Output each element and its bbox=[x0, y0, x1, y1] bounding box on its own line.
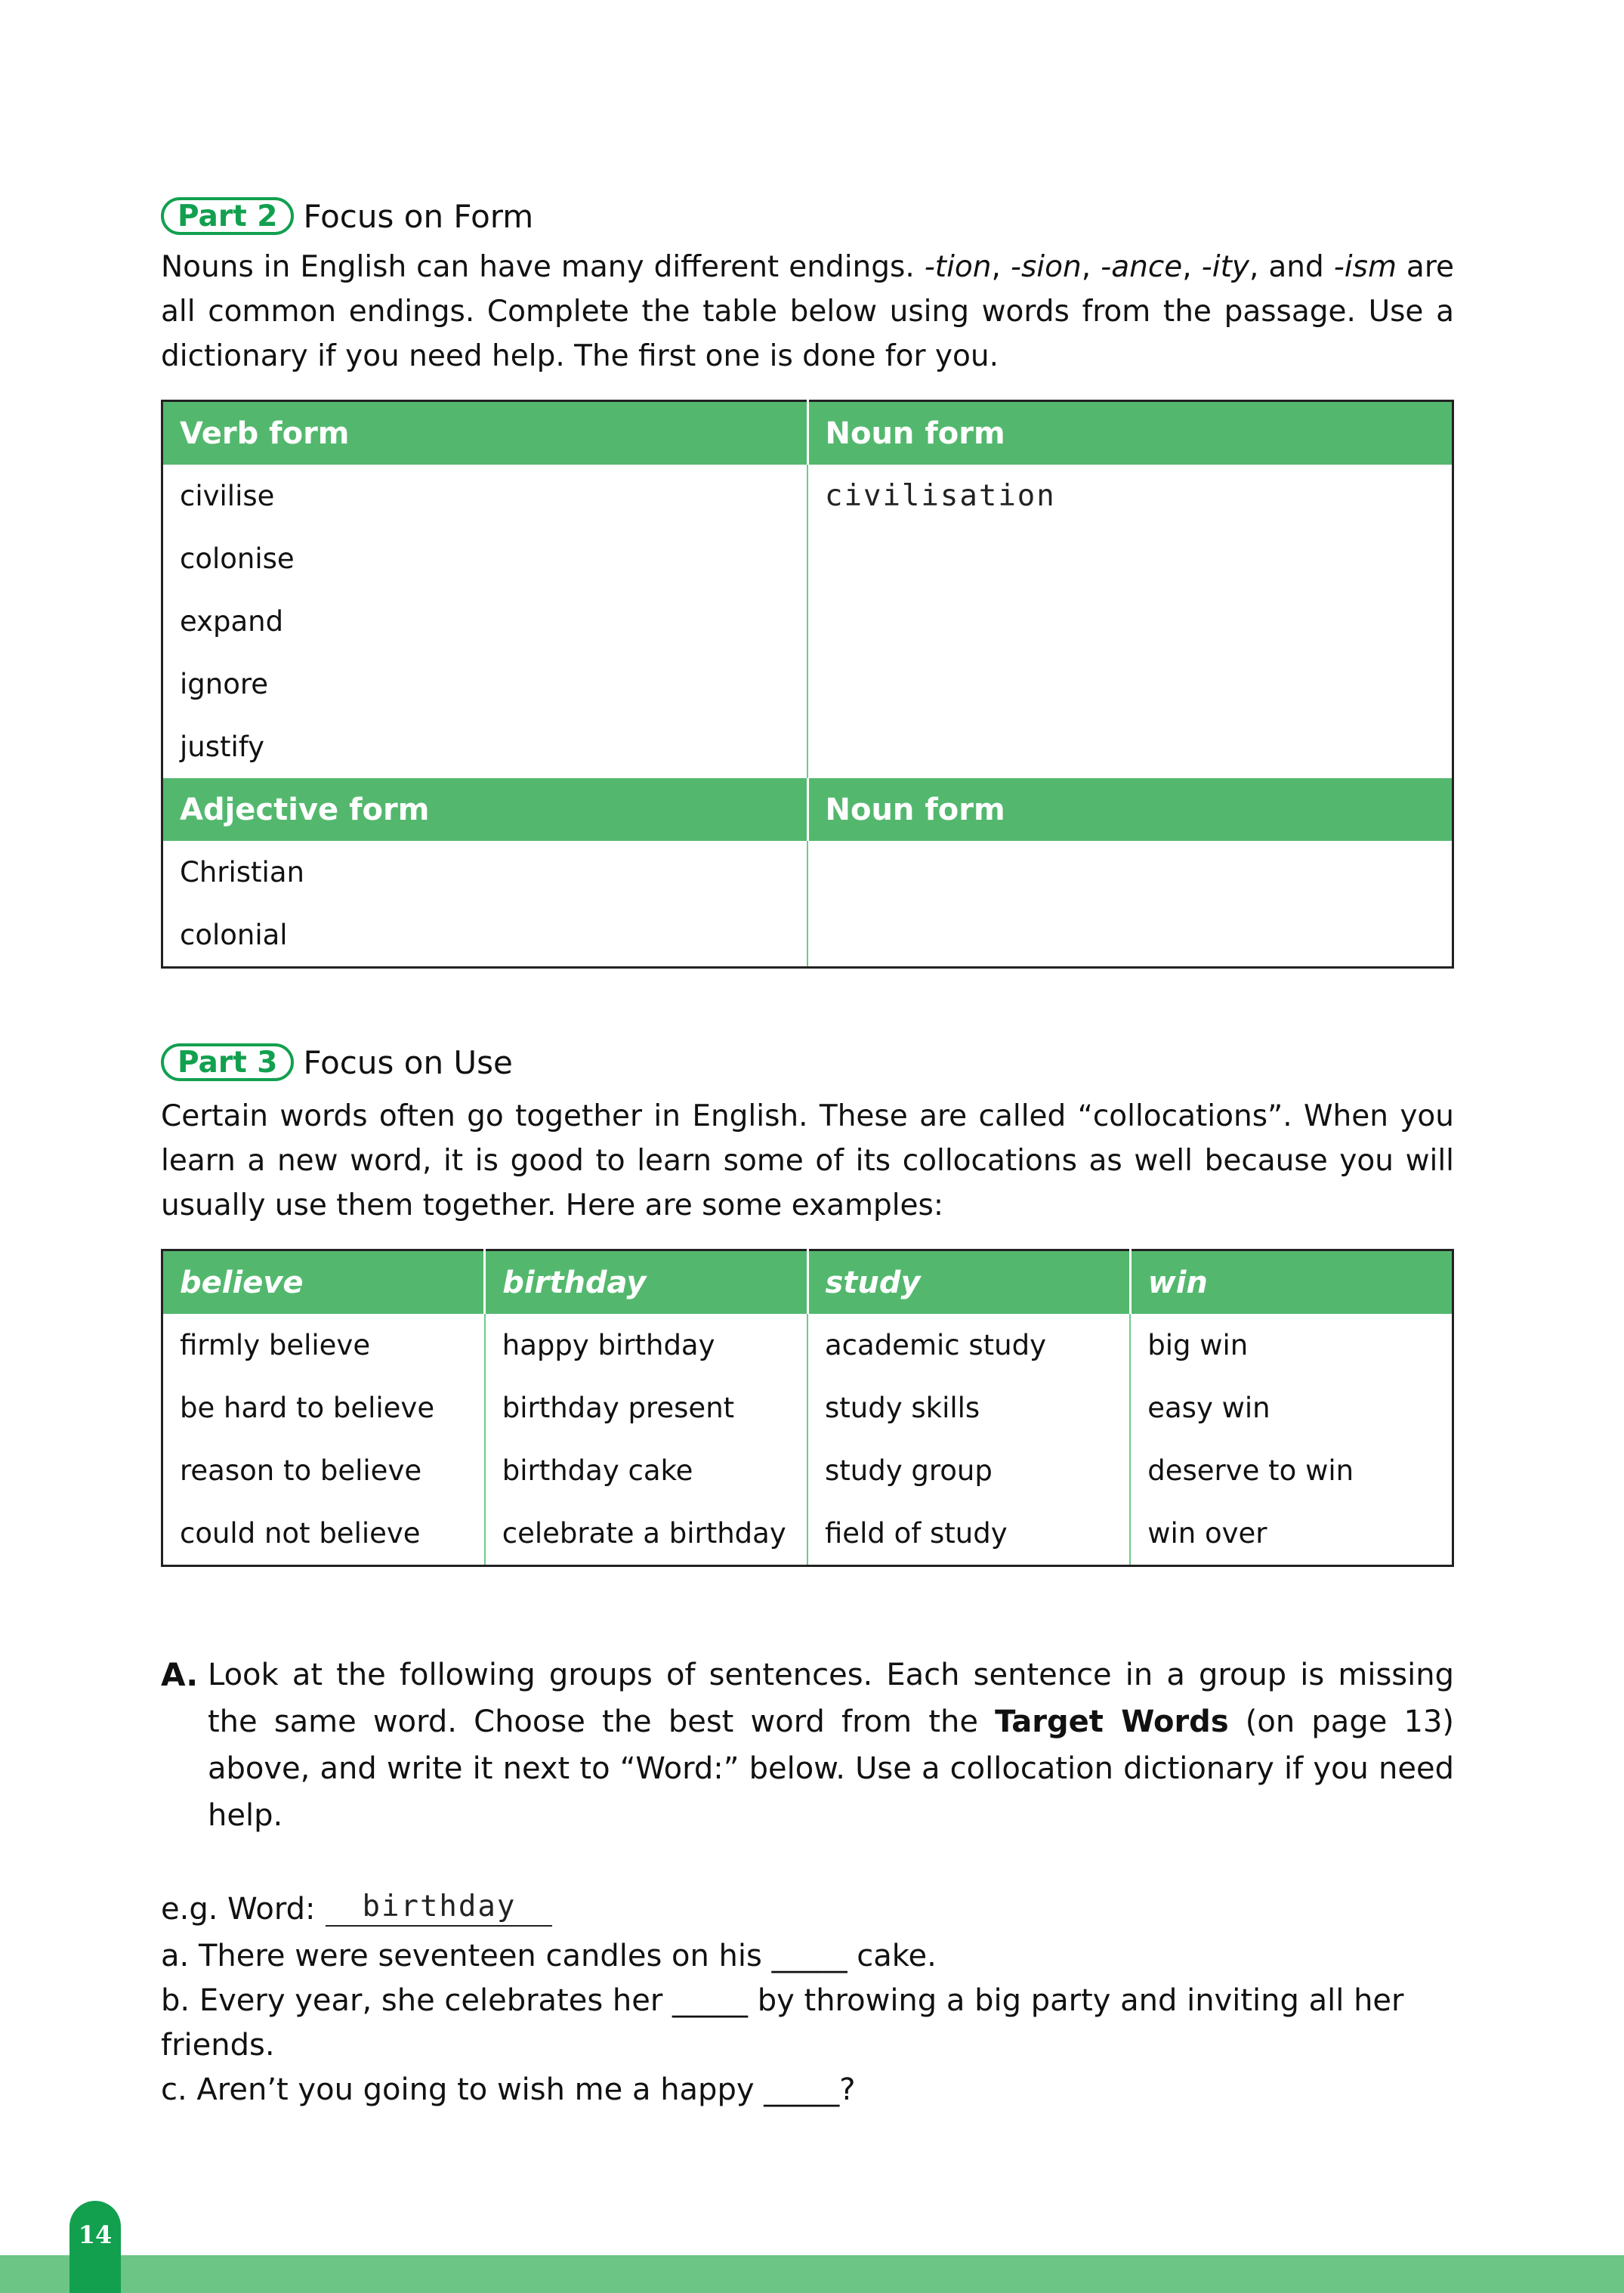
collocation-cell: birthday present bbox=[485, 1377, 807, 1439]
noun-answer-cell[interactable] bbox=[807, 527, 1453, 590]
table-row bbox=[162, 653, 1453, 715]
part3-instructions: Certain words often go together in English. These are called “collocations”. When you learn a new word, it is good to learn some of its collocations as well because you will usually use them together. Here are some examples: bbox=[161, 1099, 1454, 1222]
sentence-list bbox=[161, 1934, 1454, 2112]
table-header-row bbox=[162, 401, 1453, 465]
exercise-a-label: A. bbox=[161, 1656, 199, 1693]
table-row bbox=[162, 715, 1453, 778]
adjective-cell: Christian bbox=[180, 856, 304, 888]
target-words-emphasis: Target Words bbox=[995, 1704, 1229, 1739]
table-row bbox=[162, 527, 1453, 590]
part2-title: Focus on Form bbox=[303, 197, 534, 235]
collocation-cell: celebrate a birthday bbox=[485, 1502, 807, 1566]
intro-text: , bbox=[991, 250, 1011, 284]
list-item: c. Aren’t you going to wish me a happy _____? bbox=[161, 2072, 856, 2107]
verb-cell: expand bbox=[180, 605, 284, 638]
exercise-a bbox=[161, 1652, 1454, 1839]
intro-text: are all common endings. Complete the table below using words from the passage. Use a dictionary if you need help. The first one is done for you. bbox=[161, 250, 1455, 373]
suffix-ism: -ism bbox=[1333, 250, 1397, 284]
intro-text: Nouns in English can have many different endings. bbox=[161, 250, 925, 284]
collocation-cell: deserve to win bbox=[1130, 1439, 1453, 1502]
header-noun-form: Noun form bbox=[807, 401, 1453, 465]
example-prefix: e.g. Word: bbox=[161, 1892, 316, 1927]
header-noun-form: Noun form bbox=[807, 778, 1453, 841]
collocation-cell: academic study bbox=[807, 1314, 1130, 1377]
table-header-row bbox=[162, 778, 1453, 841]
collocation-cell: study skills bbox=[807, 1377, 1130, 1439]
example-line bbox=[161, 1874, 1454, 1927]
table-row bbox=[162, 465, 1453, 527]
word-answer-field[interactable]: birthday bbox=[326, 1890, 552, 1927]
table-header-row bbox=[162, 1250, 1453, 1315]
list-item: b. Every year, she celebrates her _____ by throwing a big party and inviting all her friends. bbox=[161, 1983, 1404, 2063]
table-row bbox=[162, 1314, 1453, 1377]
collocation-cell: could not believe bbox=[180, 1517, 421, 1550]
collocation-cell: big win bbox=[1130, 1314, 1453, 1377]
header-birthday: birthday bbox=[485, 1250, 807, 1315]
part2-instructions bbox=[161, 245, 1454, 379]
header-believe: believe bbox=[162, 1250, 485, 1315]
suffix-ity: -ity bbox=[1201, 250, 1249, 284]
verb-cell: justify bbox=[180, 731, 265, 763]
collocation-cell: happy birthday bbox=[485, 1314, 807, 1377]
page-number: 14 bbox=[69, 2201, 121, 2293]
intro-text: , bbox=[1182, 250, 1202, 284]
table-row bbox=[162, 1439, 1453, 1502]
collocation-cell: reason to believe bbox=[180, 1454, 422, 1487]
verb-cell: colonise bbox=[180, 542, 295, 575]
suffix-tion: -tion bbox=[924, 250, 992, 284]
header-study: study bbox=[807, 1250, 1130, 1315]
header-win: win bbox=[1130, 1250, 1453, 1315]
suffix-ance: -ance bbox=[1101, 250, 1183, 284]
list-item: a. There were seventeen candles on his _____ cake. bbox=[161, 1939, 937, 1973]
instructions-text: Look at the following groups of sentences. Each sentence in a group is missing the same word. Choose the best word from the bbox=[208, 1658, 1454, 1739]
collocation-cell: field of study bbox=[807, 1502, 1130, 1566]
collocation-cell: easy win bbox=[1130, 1377, 1453, 1439]
intro-text: , and bbox=[1249, 250, 1334, 284]
header-verb-form: Verb form bbox=[162, 401, 808, 465]
exercise-a-instructions bbox=[208, 1652, 1454, 1839]
footer-bar bbox=[0, 2255, 1624, 2293]
header-adjective-form: Adjective form bbox=[162, 778, 808, 841]
collocation-cell: win over bbox=[1130, 1502, 1453, 1566]
noun-answer-cell[interactable] bbox=[807, 904, 1453, 968]
adjective-cell: colonial bbox=[180, 919, 288, 951]
table-row bbox=[162, 841, 1453, 904]
table-row bbox=[162, 1502, 1453, 1566]
instructions-text: (on page 13) above, and write it next to “Word:” below. Use a collocation dictionary if you need help. bbox=[208, 1704, 1455, 1833]
suffix-sion: -sion bbox=[1010, 250, 1082, 284]
noun-answer-cell[interactable] bbox=[807, 715, 1453, 778]
noun-answer-cell[interactable] bbox=[807, 841, 1453, 904]
part3-badge: Part 3 bbox=[161, 1043, 294, 1081]
part3-title: Focus on Use bbox=[303, 1043, 513, 1081]
part2-badge: Part 2 bbox=[161, 197, 294, 235]
intro-text: , bbox=[1081, 250, 1101, 284]
table-row bbox=[162, 904, 1453, 968]
noun-answer-cell[interactable]: civilisation bbox=[807, 465, 1453, 527]
table-row bbox=[162, 590, 1453, 653]
verb-cell: ignore bbox=[180, 668, 269, 700]
verb-cell: civilise bbox=[180, 480, 275, 512]
part3-heading bbox=[161, 1041, 1454, 1083]
collocation-cell: be hard to believe bbox=[180, 1392, 435, 1424]
collocation-table bbox=[161, 1249, 1454, 1567]
word-form-table bbox=[161, 400, 1454, 969]
noun-answer-cell[interactable] bbox=[807, 653, 1453, 715]
table-row bbox=[162, 1377, 1453, 1439]
collocation-cell: study group bbox=[807, 1439, 1130, 1502]
collocation-cell: firmly believe bbox=[180, 1329, 371, 1361]
page-content bbox=[161, 195, 1454, 2112]
part2-heading bbox=[161, 195, 1454, 237]
collocation-cell: birthday cake bbox=[485, 1439, 807, 1502]
noun-answer-cell[interactable] bbox=[807, 590, 1453, 653]
